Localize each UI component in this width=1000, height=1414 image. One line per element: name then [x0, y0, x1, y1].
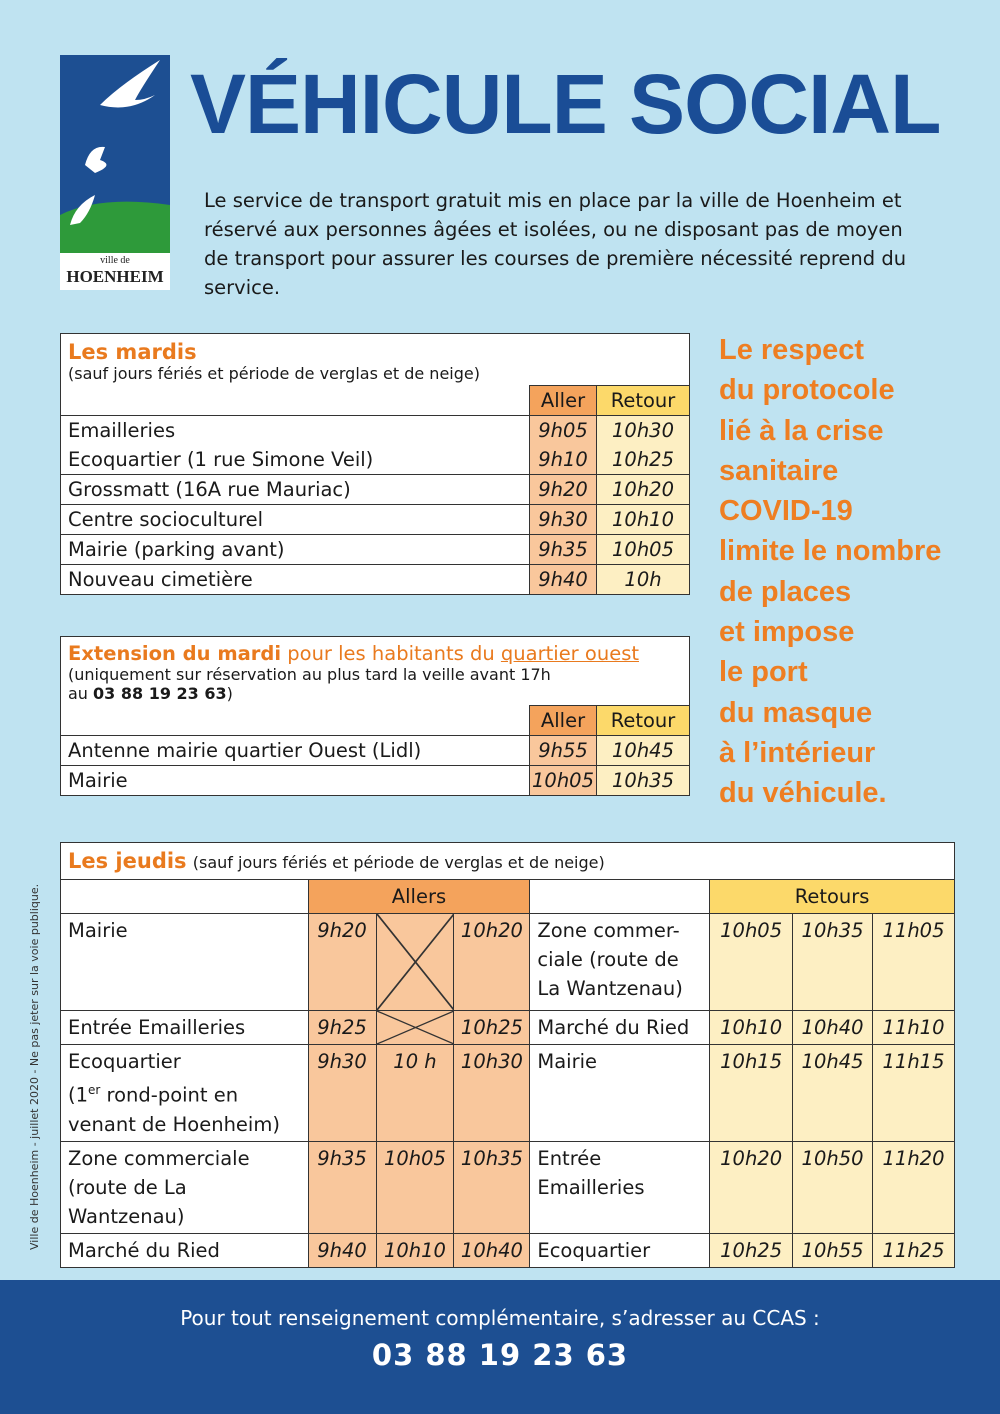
table-row-retour: 10h45	[597, 736, 690, 766]
page-title: VÉHICULE SOCIAL	[190, 57, 941, 151]
extension-title-bold: Extension du mardi	[68, 642, 282, 665]
vertical-footnote: Ville de Hoenheim - juillet 2020 - Ne pas jeter sur la voie publique.	[28, 883, 41, 1250]
table-row-aller: 9h40	[308, 1233, 376, 1267]
table-row-retour: 10h25	[710, 1233, 793, 1267]
table-row-retour: 10h35	[597, 766, 690, 796]
covid-notice	[719, 330, 989, 814]
table-row-retour: 10h20	[710, 1141, 793, 1233]
table-row-stop-aller: Zone commerciale (route de La Wantzenau)	[61, 1141, 309, 1233]
table-row-retour: 11h15	[873, 1045, 955, 1142]
jeudis-header-blank	[61, 880, 309, 914]
table-row-stop-retour: Entrée Emailleries	[530, 1141, 710, 1233]
covid-notice-line: le port	[719, 656, 808, 689]
table-row-aller: 9h40	[530, 565, 597, 595]
table-row-stop: Ecoquartier (1 rue Simone Veil)	[61, 445, 530, 475]
table-row-retour: 10h20	[597, 475, 690, 505]
table-row-retour: 11h20	[873, 1141, 955, 1233]
extension-note-pre: au	[68, 684, 94, 703]
mardis-subtitle: (sauf jours fériés et période de verglas et de neige)	[68, 364, 480, 383]
table-row-stop: Mairie (parking avant)	[61, 535, 530, 565]
table-row-aller: 10h35	[454, 1141, 530, 1233]
table-row-retour: 10h35	[793, 914, 873, 1011]
covid-notice-line: limite le nombre	[719, 535, 942, 568]
table-row-retour: 11h25	[873, 1233, 955, 1267]
table-row-stop-aller: Marché du Ried	[61, 1233, 309, 1267]
table-row-stop: Nouveau cimetière	[61, 565, 530, 595]
hoenheim-logo	[60, 55, 170, 290]
table-row-aller: 9h20	[308, 914, 376, 1011]
table-row-retour: 10h15	[710, 1045, 793, 1142]
covid-notice-line: du véhicule.	[719, 777, 887, 810]
table-row-stop-aller: Ecoquartier (1er rond-point en venant de Hoenheim)	[61, 1045, 309, 1142]
table-row-aller: 10h05	[530, 766, 597, 796]
footer-banner	[0, 1280, 1000, 1414]
extension-table	[60, 636, 690, 796]
extension-title-rest: pour les habitants du	[281, 642, 501, 665]
covid-notice-line: et impose	[719, 616, 855, 649]
extension-title-link: quartier ouest	[500, 642, 639, 665]
covid-notice-line: à l’intérieur	[719, 736, 876, 769]
table-row-stop: Antenne mairie quartier Ouest (Lidl)	[61, 736, 530, 766]
no-service-cross	[376, 1011, 454, 1045]
table-row-aller: 9h55	[530, 736, 597, 766]
mardis-header-blank	[61, 386, 530, 416]
extension-header-blank	[61, 706, 530, 736]
table-row-retour: 10h30	[597, 416, 690, 446]
jeudis-header-blank-2	[530, 880, 710, 914]
table-row-aller: 9h05	[530, 416, 597, 446]
table-row-retour: 10h10	[710, 1011, 793, 1045]
table-row-aller: 10h20	[454, 914, 530, 1011]
table-row-stop: Centre socioculturel	[61, 505, 530, 535]
table-row-aller: 9h25	[308, 1011, 376, 1045]
table-row-retour: 11h05	[873, 914, 955, 1011]
extension-phone: 03 88 19 23 63	[93, 684, 227, 703]
mardis-col-retour: Retour	[597, 386, 690, 416]
jeudis-title: Les jeudis	[68, 849, 187, 873]
covid-notice-line: du protocole	[719, 374, 895, 407]
extension-col-retour: Retour	[597, 706, 690, 736]
covid-notice-line: Le respect	[719, 334, 865, 366]
table-row-aller: 9h30	[308, 1045, 376, 1142]
mardis-table	[60, 333, 690, 595]
logo-name: HOENHEIM	[66, 267, 164, 286]
covid-notice-line: du masque	[719, 696, 873, 729]
footer-phone: 03 88 19 23 63	[371, 1338, 629, 1372]
table-row-retour: 10h40	[793, 1011, 873, 1045]
mardis-title: Les mardis	[68, 340, 197, 364]
jeudis-subtitle: (sauf jours fériés et période de verglas et de neige)	[192, 853, 605, 872]
table-row-retour: 10h05	[710, 914, 793, 1011]
covid-notice-line: de places	[719, 575, 852, 608]
table-row-aller: 9h35	[308, 1141, 376, 1233]
extension-note-2	[68, 684, 682, 703]
intro-paragraph: Le service de transport gratuit mis en place par la ville de Hoenheim et réservé aux personnes âgées et isolées, ou ne disposant pas de moyen de transport pour assurer les courses de première nécessité reprend du service.	[204, 189, 907, 299]
table-row-retour: 10h10	[597, 505, 690, 535]
extension-note-post: )	[226, 684, 233, 703]
covid-notice-line: sanitaire	[719, 454, 839, 487]
footer-text: Pour tout renseignement complémentaire, s’adresser au CCAS :	[180, 1306, 820, 1330]
extension-note-1: (uniquement sur réservation au plus tard la veille avant 17h	[68, 665, 551, 684]
logo-small-text: ville de	[100, 255, 130, 266]
table-row-retour: 10h55	[793, 1233, 873, 1267]
table-row-stop-retour: Mairie	[530, 1045, 710, 1142]
table-row-retour: 10h05	[597, 535, 690, 565]
table-row-aller: 10h30	[454, 1045, 530, 1142]
table-row-retour: 10h50	[793, 1141, 873, 1233]
covid-notice-line: lié à la crise	[719, 414, 884, 447]
table-row-aller: 9h30	[530, 505, 597, 535]
table-row-retour: 10h	[597, 565, 690, 595]
mardis-col-aller: Aller	[530, 386, 597, 416]
table-row-aller: 9h20	[530, 475, 597, 505]
jeudis-col-retours: Retours	[710, 880, 955, 914]
table-row-retour: 11h10	[873, 1011, 955, 1045]
table-row-stop-aller: Mairie	[61, 914, 309, 1011]
table-row-aller: 10 h	[376, 1045, 454, 1142]
table-row-stop-retour: Marché du Ried	[530, 1011, 710, 1045]
table-row-stop-retour: Zone commer-ciale (route de La Wantzenau)	[530, 914, 710, 1011]
table-row-aller: 10h10	[376, 1233, 454, 1267]
table-row-stop: Grossmatt (16A rue Mauriac)	[61, 475, 530, 505]
table-row-aller: 9h35	[530, 535, 597, 565]
covid-notice-line: COVID-19	[719, 495, 853, 528]
extension-header	[61, 637, 690, 706]
table-row-stop: Mairie	[61, 766, 530, 796]
table-row-aller: 9h10	[530, 445, 597, 475]
table-row-aller: 10h25	[454, 1011, 530, 1045]
table-row-stop-aller: Entrée Emailleries	[61, 1011, 309, 1045]
table-row-retour: 10h45	[793, 1045, 873, 1142]
table-row-stop-retour: Ecoquartier	[530, 1233, 710, 1267]
table-row-aller: 10h05	[376, 1141, 454, 1233]
extension-title	[68, 642, 682, 665]
extension-col-aller: Aller	[530, 706, 597, 736]
jeudis-table	[60, 842, 955, 1268]
jeudis-col-allers: Allers	[308, 880, 530, 914]
table-row-stop: Emailleries	[61, 416, 530, 446]
jeudis-header	[61, 843, 955, 880]
no-service-cross	[376, 914, 454, 1011]
table-row-retour: 10h25	[597, 445, 690, 475]
table-row-aller: 10h40	[454, 1233, 530, 1267]
mardis-header	[61, 334, 690, 386]
